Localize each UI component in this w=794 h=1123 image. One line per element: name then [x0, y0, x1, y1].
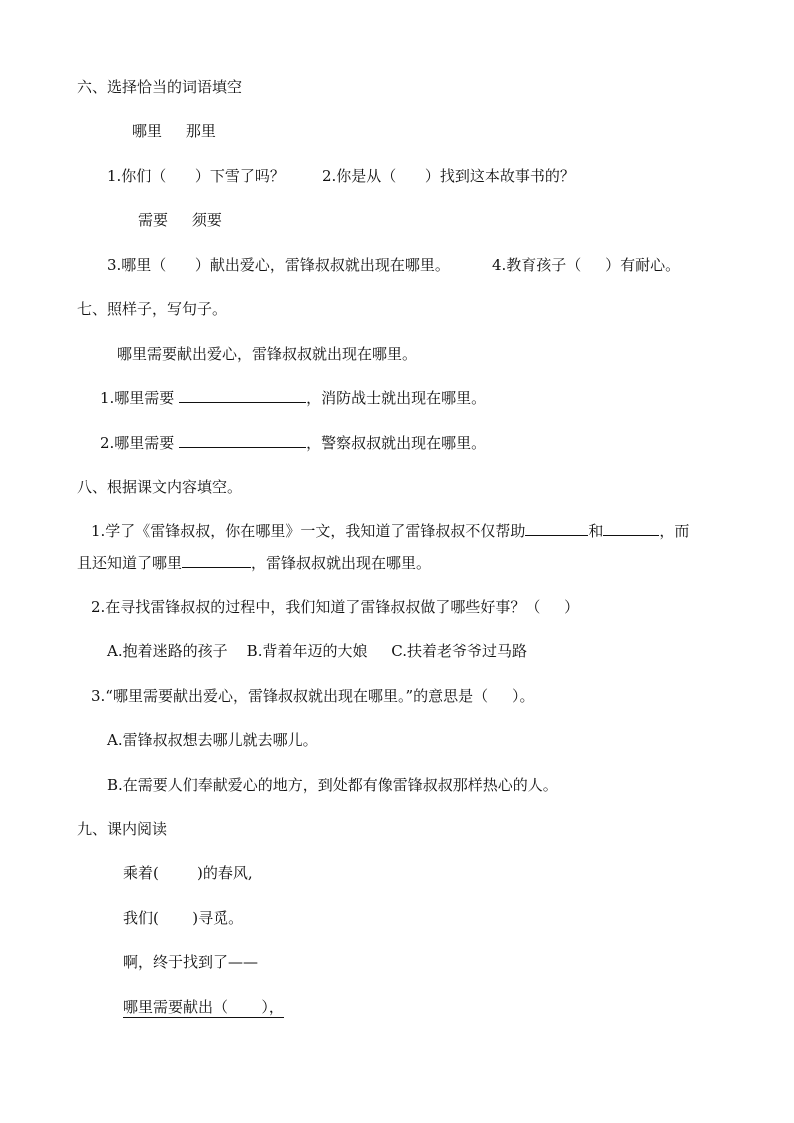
question-8-1-text: 1.学了《雷锋叔叔，你在哪里》一文，我知道了雷锋叔叔不仅帮助: [91, 522, 526, 540]
poem-line-3: 啊，终于找到了——: [123, 953, 259, 971]
question-6-3: 3.哪里（ ）献出爱心，雷锋叔叔就出现在哪里。: [107, 256, 450, 274]
question-6-1: 1.你们（ ）下雪了吗？: [107, 167, 285, 185]
word-choice-1: 哪里 那里: [132, 122, 216, 140]
question-8-1-line1: [91, 521, 689, 541]
question-8-3: 3.“哪里需要献出爱心，雷锋叔叔就出现在哪里。”的意思是（ ）。: [91, 687, 535, 705]
answer-blank[interactable]: [525, 521, 588, 536]
answer-blank[interactable]: [182, 553, 251, 568]
question-6-4: 4.教育孩子（ ）有耐心。: [492, 256, 681, 274]
word-choice-2: 需要 须要: [138, 211, 222, 229]
answer-blank[interactable]: [179, 433, 306, 448]
poem-line-1: 乘着( )的春风,: [123, 864, 253, 882]
question-8-1-text-end: ，而: [659, 522, 690, 540]
poem-line-4-text: 哪里需要献出（ ），: [123, 998, 284, 1016]
question-8-2-options: A.抱着迷路的孩子 B.背着年迈的大娘 C.扶着老爷爷过马路: [107, 642, 528, 660]
answer-blank[interactable]: [179, 388, 306, 403]
question-8-1-line2: [77, 553, 431, 573]
section-6-title: 六、选择恰当的词语填空: [77, 78, 243, 96]
question-7-1-suffix: ，消防战士就出现在哪里。: [306, 389, 487, 407]
poem-line-4: [123, 997, 284, 1017]
poem-line-2: 我们( )寻觅。: [123, 909, 244, 927]
question-7-2-suffix: ，警察叔叔就出现在哪里。: [306, 434, 487, 452]
question-8-1-text-cont: 且还知道了哪里: [77, 554, 183, 572]
question-8-3-option-a: A.雷锋叔叔想去哪儿就去哪儿。: [107, 731, 318, 749]
question-7-2-prefix: 2.哪里需要: [100, 434, 180, 452]
question-7-2: [100, 433, 486, 453]
example-sentence: 哪里需要献出爱心，雷锋叔叔就出现在哪里。: [117, 345, 418, 363]
question-8-3-option-b: B.在需要人们奉献爱心的地方，到处都有像雷锋叔叔那样热心的人。: [107, 776, 558, 794]
question-7-1: [100, 388, 486, 408]
question-8-2: 2.在寻找雷锋叔叔的过程中，我们知道了雷锋叔叔做了哪些好事？（ ）: [91, 598, 580, 616]
answer-blank[interactable]: [603, 521, 659, 536]
section-9-title: 九、课内阅读: [77, 820, 168, 838]
section-7-title: 七、照样子，写句子。: [77, 300, 228, 318]
question-6-2: 2.你是从（ ）找到这本故事书的？: [322, 167, 575, 185]
question-8-1-text-tail: ，雷锋叔叔就出现在哪里。: [251, 554, 432, 572]
question-7-1-prefix: 1.哪里需要: [100, 389, 180, 407]
section-8-title: 八、根据课文内容填空。: [77, 478, 243, 496]
and-text: 和: [588, 522, 604, 540]
